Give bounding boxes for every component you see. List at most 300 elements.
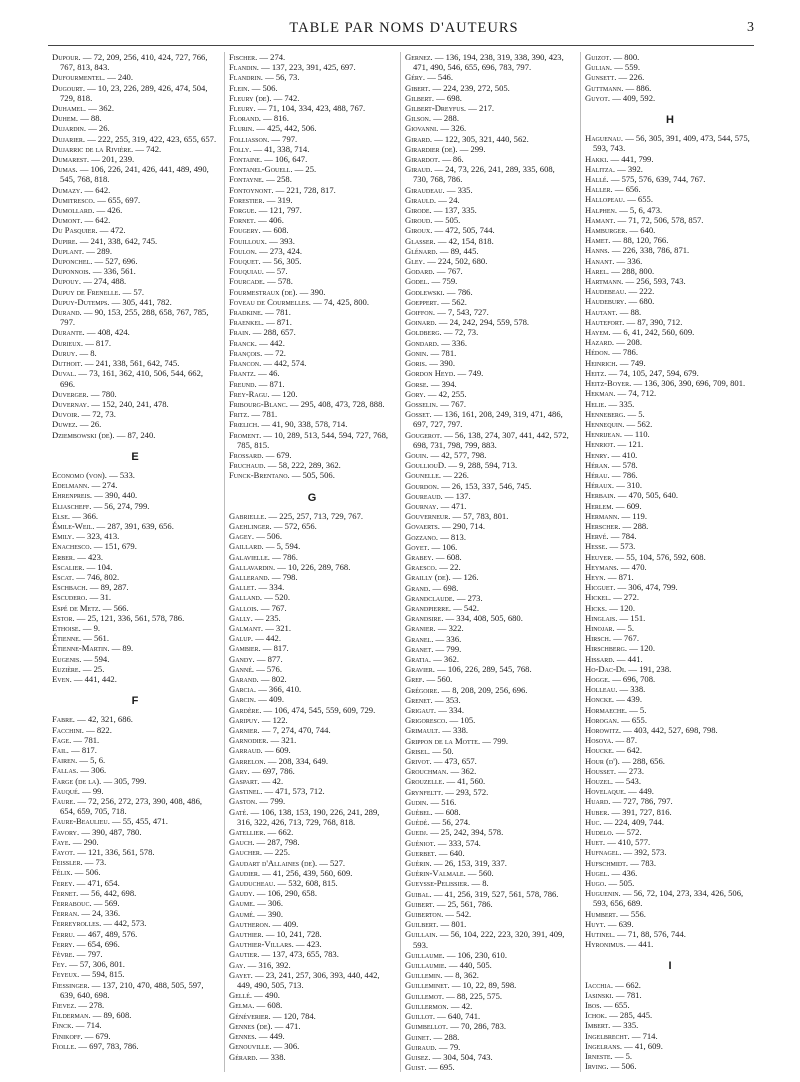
- author-name: Hautant.: [585, 306, 618, 317]
- index-entry: [52, 714, 218, 724]
- index-entry: [405, 93, 571, 103]
- index-entry: [229, 205, 395, 215]
- author-name: Hufschmidt.: [585, 857, 629, 868]
- index-entry: [52, 847, 218, 857]
- author-name: Girauld.: [405, 194, 437, 205]
- index-entry: [229, 521, 395, 531]
- page-references: — 137, 223, 391, 425, 697.: [261, 62, 356, 73]
- author-name: Grouchman.: [405, 766, 449, 777]
- author-name: Imbert.: [585, 1020, 611, 1031]
- index-entry: [585, 317, 755, 327]
- section-letter: E: [131, 450, 139, 463]
- author-name: GoulliouD.: [405, 460, 447, 471]
- page-references: — 224, 409, 744.: [603, 816, 665, 827]
- author-name: Fruchaud.: [229, 460, 266, 471]
- author-name: Gagey.: [229, 531, 255, 542]
- author-name: Heitz.: [585, 367, 607, 378]
- index-entry: [585, 450, 755, 460]
- author-name: Ganné.: [229, 663, 255, 674]
- index-entry: [405, 236, 571, 246]
- page-references: — 781.: [265, 307, 291, 318]
- index-entry: [229, 154, 395, 164]
- author-name: Garraud.: [229, 745, 263, 756]
- page-references: — 25, 242, 394, 578.: [430, 827, 504, 838]
- page-references: — 394.: [430, 378, 457, 389]
- page-references: — 5.: [629, 704, 647, 715]
- index-entry: [585, 633, 755, 643]
- index-entry: [52, 327, 218, 337]
- author-name: Duthoit.: [52, 358, 83, 369]
- page-references: — 335.: [608, 398, 635, 409]
- author-name: Frœlich.: [229, 419, 260, 430]
- author-name: Garcin.: [229, 694, 257, 705]
- author-name: Hautefort.: [585, 316, 625, 327]
- index-entry: [405, 409, 571, 429]
- page-references: — 42, 577, 798.: [430, 449, 487, 460]
- author-name: Gautheron.: [229, 918, 271, 929]
- page-references: — 336, 561.: [92, 266, 136, 277]
- page-references: — 288, 657.: [252, 327, 296, 338]
- index-entry: [405, 103, 571, 113]
- author-name: Hakki.: [585, 153, 609, 164]
- index-entry: [585, 878, 755, 888]
- page-references: — 784.: [610, 531, 637, 542]
- section-letter: G: [307, 491, 317, 504]
- page-references: — 41, 90, 338, 578, 714.: [261, 419, 348, 430]
- author-name: Héran.: [585, 459, 610, 470]
- author-name: Guibal.: [405, 888, 432, 899]
- page-references: — 319.: [266, 194, 293, 205]
- author-name: Ingelbrecht.: [585, 1030, 630, 1041]
- author-name: Gunsett.: [585, 72, 617, 83]
- index-entry: [585, 796, 755, 806]
- author-name: Enachesco.: [52, 541, 92, 552]
- index-entry: [229, 796, 395, 806]
- author-name: Gougerot.: [405, 429, 443, 440]
- index-entry: [229, 684, 395, 694]
- author-name: Hicguet.: [585, 582, 616, 593]
- author-name: Grivot.: [405, 756, 432, 767]
- author-name: Faure-Beaulieu.: [52, 816, 110, 827]
- page-references: — 798.: [271, 571, 298, 582]
- page-references: — 57, 783, 801.: [452, 511, 509, 522]
- index-entry: [405, 246, 571, 256]
- page-references: — 559.: [614, 62, 640, 73]
- index-entry: [405, 501, 571, 511]
- index-entry: [52, 837, 218, 847]
- page-references: — 817.: [262, 643, 289, 654]
- page-references: — 440, 505.: [448, 960, 492, 971]
- page-references: — 8, 362.: [444, 970, 479, 981]
- index-entry: [52, 1041, 218, 1051]
- index-entry: [585, 296, 755, 306]
- author-name: Huguenin.: [585, 888, 621, 899]
- index-entry: [229, 919, 395, 929]
- page-references: — 79.: [438, 1041, 461, 1052]
- index-entry: [405, 72, 571, 82]
- index-entry: [52, 755, 218, 765]
- page-references: — 609.: [264, 745, 291, 756]
- author-name: Ibos.: [585, 1000, 602, 1011]
- index-entry: [52, 857, 218, 867]
- page-references: — 288.: [622, 520, 649, 531]
- page-references: — 441.: [616, 653, 643, 664]
- index-entry: [405, 542, 571, 552]
- index-entry: [229, 409, 395, 419]
- page-references: — 333, 574.: [437, 837, 481, 848]
- index-entry: [405, 358, 571, 368]
- author-name: Flein.: [229, 82, 250, 93]
- page-references: — 241, 338, 642, 745.: [79, 235, 158, 246]
- page-references: — 425, 442, 506.: [256, 123, 317, 134]
- author-name: Grimault.: [405, 725, 441, 736]
- author-name: Ingelrans.: [585, 1040, 623, 1051]
- page-references: — 490.: [254, 990, 280, 1001]
- page-references: — 7, 274, 470, 744.: [261, 725, 331, 735]
- index-entry: [405, 225, 571, 235]
- author-name: Gabrielle.: [229, 510, 267, 521]
- page-references: — 56, 104, 222, 223, 320, 391, 409, 593.: [413, 929, 565, 950]
- page-references: — 26.: [79, 419, 102, 430]
- author-name: Even.: [52, 673, 72, 684]
- author-name: Forestier.: [229, 194, 265, 205]
- index-entry: [229, 103, 395, 113]
- page-references: — 56, 305.: [262, 256, 302, 267]
- index-entry: [52, 592, 218, 602]
- page-references: — 561.: [83, 633, 109, 644]
- author-name: Gozzano.: [405, 531, 439, 542]
- page-references: — 56, 72, 104, 273, 334, 426, 506, 593, 656, 689.: [593, 888, 744, 909]
- author-name: Freund.: [229, 378, 257, 389]
- index-entry: [229, 633, 395, 643]
- page-references: — 288, 656.: [621, 755, 665, 766]
- index-entry: [405, 736, 571, 746]
- author-name: Gibert.: [405, 82, 431, 93]
- page-references: — 698.: [436, 92, 462, 103]
- author-name: Guyot.: [585, 92, 611, 103]
- index-entry: [585, 674, 755, 684]
- index-entry: [405, 195, 571, 205]
- page-references: — 288, 800.: [611, 265, 655, 276]
- author-name: Gaume.: [229, 898, 256, 909]
- author-name: Filderman.: [52, 1010, 91, 1021]
- index-entry: [229, 766, 395, 776]
- author-name: Guttmann.: [585, 82, 624, 93]
- author-name: Grandsire.: [405, 613, 444, 624]
- page-references: — 56, 138, 274, 307, 441, 442, 572, 698, 731, 798, 799, 883.: [413, 429, 569, 450]
- author-name: Fontanel-Gouell.: [229, 164, 293, 175]
- page-references: — 640.: [629, 225, 656, 236]
- author-name: Goinard.: [405, 317, 437, 328]
- index-entry: [585, 756, 755, 766]
- author-name: Girard.: [405, 133, 433, 144]
- page-references: — 783.: [630, 857, 656, 868]
- author-name: Étienne-Martin.: [52, 643, 110, 654]
- index-entry: [405, 593, 571, 603]
- author-name: Goyet.: [405, 541, 430, 552]
- page-references: — 608.: [262, 225, 289, 236]
- author-name: Grigoresco.: [405, 715, 448, 726]
- page-references: — 56, 274.: [431, 817, 471, 828]
- index-entry: [229, 643, 395, 653]
- author-name: Florand.: [229, 113, 261, 124]
- author-name: Grabey.: [405, 551, 434, 562]
- author-name: Gosselin.: [405, 398, 439, 409]
- page-references: — 423.: [77, 551, 104, 562]
- page-references: — 442.: [259, 337, 285, 348]
- page-references: — 208, 334, 649.: [267, 755, 329, 766]
- author-name: Dufourmentel.: [52, 72, 106, 83]
- page-references: — 106, 647.: [264, 154, 308, 165]
- index-entry: [405, 52, 571, 72]
- author-name: Duplant.: [52, 245, 85, 256]
- author-name: Escudero.: [52, 592, 88, 603]
- author-name: Dujardin.: [52, 123, 87, 134]
- page-references: — 326.: [440, 123, 467, 134]
- page-references: — 362.: [433, 653, 459, 664]
- page-references: — 871.: [266, 317, 292, 328]
- author-name: Gérard.: [229, 1051, 258, 1062]
- index-entry: [52, 582, 218, 592]
- author-name: Gaté.: [229, 806, 249, 817]
- page-references: — 106, 138, 153, 190, 226, 241, 289, 316, 322, 426, 713, 729, 768, 818.: [237, 806, 380, 827]
- author-name: Grisel.: [405, 745, 431, 756]
- index-entry: [405, 756, 571, 766]
- author-name: Franck.: [229, 337, 257, 348]
- index-entry: [585, 256, 755, 266]
- author-name: Hamet.: [585, 235, 611, 246]
- author-name: Du Pasquier.: [52, 225, 98, 236]
- page-references: — 55, 104, 576, 592, 608.: [615, 551, 706, 562]
- author-name: Guillemot.: [405, 990, 445, 1001]
- index-entry: [52, 664, 218, 674]
- page-references: — 727, 786, 797.: [612, 796, 673, 807]
- author-name: Fraenkel.: [229, 317, 264, 328]
- index-entry: [52, 562, 218, 572]
- index-entry: [229, 113, 395, 123]
- index-entry: [52, 419, 218, 429]
- index-entry: [405, 287, 571, 297]
- author-name: Espé de Metz.: [52, 602, 101, 613]
- index-entry: [52, 338, 218, 348]
- index-entry: [585, 1061, 755, 1071]
- index-entry: [585, 827, 755, 837]
- index-entry: [229, 93, 395, 103]
- index-entry: [585, 929, 755, 939]
- page-references: — 235.: [254, 612, 281, 623]
- index-entry: [229, 134, 395, 144]
- index-entry: [585, 582, 755, 592]
- author-name: Dumitresco.: [52, 194, 96, 205]
- page-references: — 106, 474, 545, 559, 609, 729.: [263, 704, 376, 715]
- author-name: Gordon Heyd.: [405, 368, 456, 379]
- index-entry: [229, 705, 395, 715]
- author-name: Dumas.: [52, 164, 78, 175]
- author-name: Huyt.: [585, 918, 606, 929]
- page-references: — 449.: [258, 1031, 285, 1042]
- page-references: — 408, 424.: [86, 327, 130, 338]
- index-entry: [405, 807, 571, 817]
- author-name: Guillain.: [405, 929, 438, 940]
- author-name: Gardère.: [229, 704, 262, 715]
- index-entry: [585, 664, 755, 674]
- page-references: — 609.: [615, 500, 642, 511]
- index-entry: [405, 1032, 571, 1042]
- page-references: — 516.: [430, 796, 457, 807]
- author-name: Hudelo.: [585, 827, 614, 838]
- index-entry: [585, 286, 755, 296]
- index-entry: [229, 195, 395, 205]
- index-entry: [229, 52, 395, 62]
- author-name: Duvoir.: [52, 409, 80, 420]
- index-entry: [229, 174, 395, 184]
- author-name: Fouquet.: [229, 256, 261, 267]
- author-name: Garipuy.: [229, 714, 260, 725]
- section-letter: H: [666, 114, 674, 127]
- index-entry: [585, 388, 755, 398]
- index-entry: [585, 378, 755, 388]
- author-name: Gaucher.: [229, 847, 263, 858]
- page-references: — 137, 210, 470, 488, 505, 597, 639, 640, 698.: [60, 979, 204, 1000]
- page-references: — 322.: [437, 623, 464, 634]
- index-entry: [52, 246, 218, 256]
- page-references: — 640.: [438, 847, 465, 858]
- author-name: Gallet.: [229, 582, 257, 593]
- author-name: Goiffon.: [405, 307, 436, 318]
- page-references: — 714.: [631, 1030, 658, 1041]
- index-entry: [585, 184, 755, 194]
- author-name: Grandclaude.: [405, 592, 455, 603]
- page-references: — 50.: [432, 745, 454, 756]
- index-entry: [229, 389, 395, 399]
- page-references: — 697, 783, 786.: [78, 1040, 139, 1051]
- page-references: — 886.: [625, 82, 652, 93]
- page-references: — 714.: [75, 1020, 102, 1031]
- page-references: — 802.: [260, 673, 287, 684]
- index-entry: [52, 134, 218, 144]
- author-name: Giraudeau.: [405, 184, 445, 195]
- page-references: — 527.: [319, 857, 346, 868]
- page-references: — 287, 391, 639, 656.: [96, 520, 174, 531]
- index-entry: [585, 266, 755, 276]
- page-references: — 126.: [452, 572, 479, 583]
- author-name: Gaumé.: [229, 908, 256, 919]
- page-references: — 639.: [607, 918, 634, 929]
- author-name: Hinojar.: [585, 622, 615, 633]
- index-entry: [585, 592, 755, 602]
- index-entry: [405, 368, 571, 378]
- page-references: — 392.: [617, 163, 643, 174]
- index-entry: [405, 715, 571, 725]
- author-name: Gilbert-Dreyfus.: [405, 103, 467, 114]
- author-name: Hermann.: [585, 510, 620, 521]
- author-name: Flurin.: [229, 123, 255, 134]
- page-references: — 640, 741.: [437, 1011, 481, 1022]
- page-references: — 42.: [450, 1000, 473, 1011]
- page-references: — 136, 306, 390, 696, 709, 801.: [633, 378, 746, 389]
- index-entry: [405, 848, 571, 858]
- page-references: — 506.: [251, 82, 278, 93]
- page-references: — 426.: [96, 205, 123, 216]
- index-entry: [405, 878, 571, 888]
- page-references: — 25, 561, 786.: [436, 898, 493, 909]
- index-entry: [585, 215, 755, 225]
- author-name: Gastinel.: [229, 786, 263, 797]
- index-entry: [585, 225, 755, 235]
- author-name: Iacchia.: [585, 979, 614, 990]
- author-name: Gallerand.: [229, 571, 270, 582]
- page-references: — 224, 239, 272, 505.: [432, 82, 510, 93]
- author-name: Gellé.: [229, 990, 253, 1001]
- page-references: — 767.: [436, 266, 463, 277]
- author-name: Foveau de Courmelles.: [229, 296, 311, 307]
- index-entry: [585, 888, 755, 908]
- index-entry: [405, 164, 571, 184]
- author-name: Funck-Brentano.: [229, 470, 290, 481]
- page-references: — 780.: [90, 388, 117, 399]
- author-name: Gatellier.: [229, 827, 266, 838]
- page-references: — 656.: [614, 184, 641, 195]
- page-references: — 366, 410.: [258, 684, 302, 695]
- index-entry: [229, 276, 395, 286]
- author-name: Henneberg.: [585, 408, 626, 419]
- page-references: — 221, 728, 817.: [275, 184, 336, 195]
- page-references: — 441, 442.: [73, 673, 117, 684]
- author-name: Govaerts.: [405, 521, 440, 532]
- author-name: Gratia.: [405, 653, 432, 664]
- author-name: Godel.: [405, 276, 430, 287]
- page-references: — 423.: [295, 939, 322, 950]
- author-name: Farge (de la).: [52, 775, 102, 786]
- author-name: Fèvre.: [52, 949, 75, 960]
- page-references: — 89.: [111, 643, 134, 654]
- page-references: — 226.: [618, 72, 645, 83]
- page-references: — 697, 786.: [251, 765, 295, 776]
- author-name: Estor.: [52, 612, 75, 623]
- page-references: — 274.: [259, 52, 286, 62]
- author-name: Guiberton.: [405, 909, 444, 920]
- page-references: — 390.: [299, 286, 326, 297]
- index-entry: [229, 1041, 395, 1051]
- author-name: Finikoff.: [52, 1030, 83, 1041]
- index-entry: [229, 613, 395, 623]
- index-entry: [585, 164, 755, 174]
- page-references: — 41, 256, 319, 527, 561, 578, 786.: [433, 888, 559, 899]
- page-references: — 449.: [628, 786, 654, 797]
- index-entry: [229, 745, 395, 755]
- index-entry: [229, 236, 395, 246]
- page-references: — 9.: [82, 622, 101, 633]
- index-entry: [405, 144, 571, 154]
- author-name: Holleau.: [585, 684, 618, 695]
- author-name: Hayem.: [585, 327, 611, 338]
- page-references: — 122.: [261, 714, 288, 725]
- page-references: — 26, 153, 337, 546, 745.: [441, 480, 532, 491]
- page-references: — 120.: [629, 643, 655, 654]
- index-entry: [405, 460, 571, 470]
- index-entry: [229, 358, 395, 368]
- author-name: Gory.: [405, 388, 426, 399]
- index-entry: [585, 72, 755, 82]
- author-name: Fritz.: [229, 409, 250, 420]
- author-name: Herscher.: [585, 520, 621, 531]
- author-name: Gennes.: [229, 1031, 257, 1042]
- index-entry: [405, 603, 571, 613]
- page-references: — 106, 226, 241, 426, 441, 489, 490, 545, 768, 818.: [60, 164, 209, 185]
- author-name: Dugourt.: [52, 82, 85, 93]
- index-entry: [229, 225, 395, 235]
- index-entry: [52, 287, 218, 297]
